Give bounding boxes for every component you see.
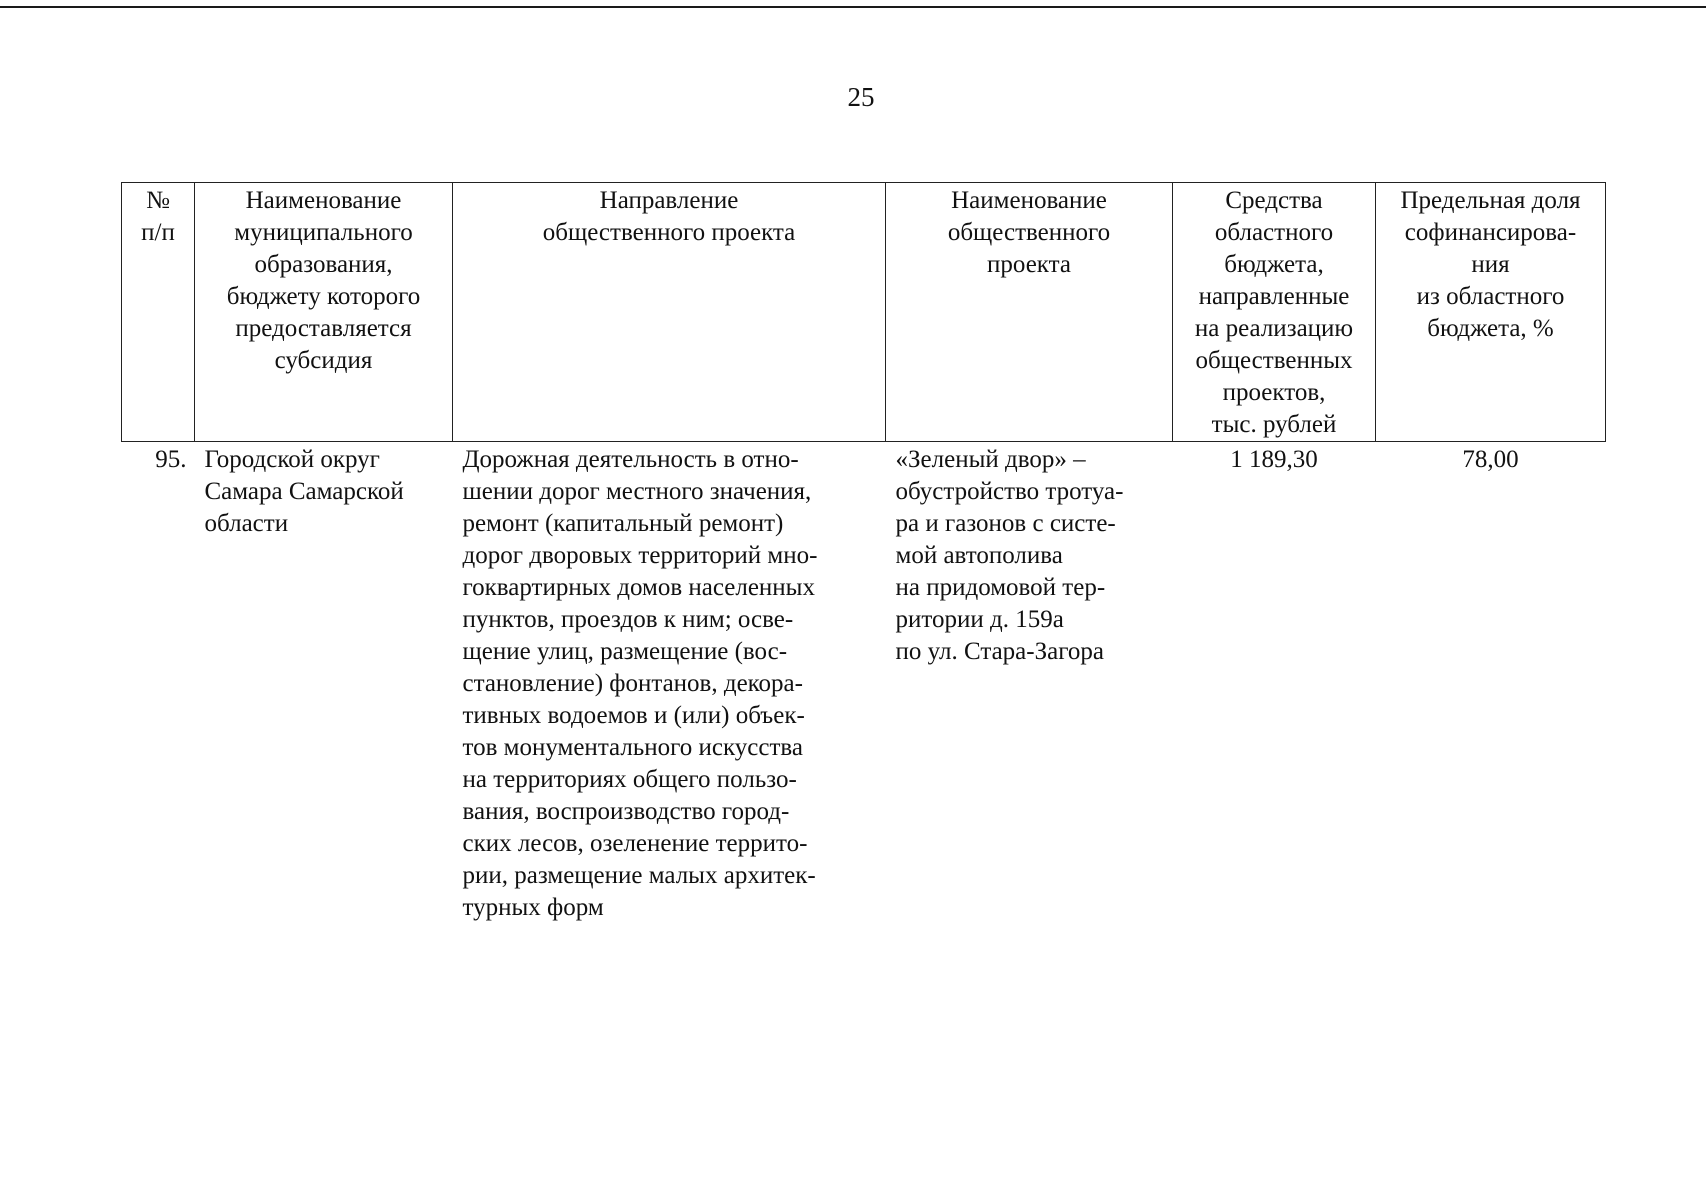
page-number: 25 [847,82,875,112]
header-funds: Средства областного бюджета, направленные на реализацию общественных проектов, тыс. рублей [1173,183,1376,442]
cell-funds: 1 189,30 [1230,446,1318,473]
cell-project-name: «Зеленый двор» – обустройство тротуа- ра и газонов с систе- мой автополива на придомовой тер- ритории д. 159а по ул. Стара-Загора [895,446,1124,665]
table-row [122,442,1606,925]
header-municipality: Наименование муниципального образования, бюджету которого предоставляется субсидия [195,183,453,442]
cell-municipality: Городской округ Самара Самарской области [204,446,404,537]
header-number: № п/п [122,183,195,442]
header-direction: Направление общественного проекта [453,183,886,442]
header-project-name: Наименование общественного проекта [886,183,1173,442]
cell-number: 95. [155,446,187,473]
table-header-row [122,183,1606,442]
cell-direction: Дорожная деятельность в отно- шении дорог местного значения, ремонт (капитальный ремонт) дорог дворовых территорий мно- гоквартирных домов населенных пунктов, проездов к ним; осве- щение улиц, размещение (вос- становление) фонтанов, декора- тивных водоемов и (или) объек- тов монументального искусства на территориях общего пользо- вания, воспроизводство город- ских лесов, озеленение террито- рии, размещение малых архитек- турных форм [462,446,818,921]
top-rule [0,6,1706,8]
subsidy-table [121,182,1606,924]
cell-share: 78,00 [1462,446,1519,473]
header-share: Предельная доля софинансирова- ния из областного бюджета, % [1376,183,1606,442]
